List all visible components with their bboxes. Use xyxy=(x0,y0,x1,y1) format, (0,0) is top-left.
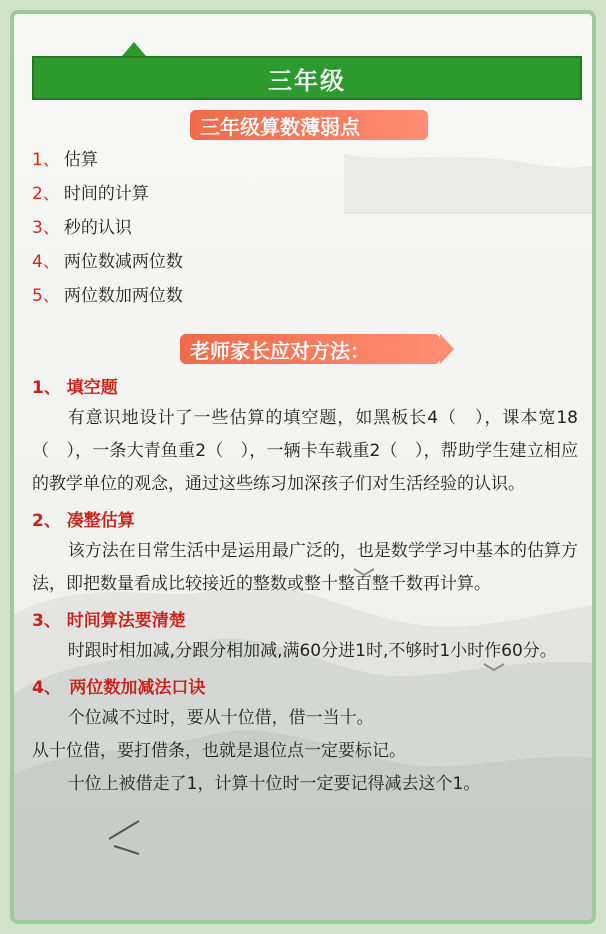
list-item xyxy=(32,208,572,242)
item-number: 2、 xyxy=(32,183,60,204)
section-body-fill-in: 有意识地设计了一些估算的填空题，如黑板长4（ ），课本宽18（ ），一条大青鱼重2（ ），一辆卡车载重2（ ），帮助学生建立相应的教学单位的观念，通过这些练习加深孩子们对生活经验的认识。 xyxy=(32,408,578,494)
methods-title: 老师家长应对方法： xyxy=(180,334,440,364)
item-number: 4、 xyxy=(32,251,60,272)
list-item xyxy=(32,242,572,276)
section-heading-rounding: 2、 凑整估算 xyxy=(32,510,135,531)
list-item xyxy=(32,276,572,310)
item-number: 3、 xyxy=(32,217,60,238)
grade-header xyxy=(32,56,582,100)
item-text: 估算 xyxy=(63,149,98,170)
section-heading-fill-in: 1、 填空题 xyxy=(32,377,118,398)
page-title: 三年级 xyxy=(268,66,346,95)
mnemonic-line-2: 从十位借，要打借条，也就是退位点一定要标记。 xyxy=(32,741,406,761)
item-text: 时间的计算 xyxy=(63,183,149,204)
section-heading-mnemonic: 4、 两位数加减法口诀 xyxy=(32,677,206,698)
weak-points-list xyxy=(32,140,572,310)
item-number: 5、 xyxy=(32,285,60,306)
item-text: 两位数加两位数 xyxy=(63,285,183,306)
section-body-rounding: 该方法在日常生活中是运用最广泛的，也是数学学习中基本的估算方法，即把数量看成比较接近的整数或整十整百整千数再计算。 xyxy=(32,541,578,594)
header-tab-notch xyxy=(122,42,146,56)
page-frame xyxy=(10,10,596,924)
section-heading-time: 3、 时间算法要清楚 xyxy=(32,610,186,631)
item-text: 秒的认识 xyxy=(63,217,132,238)
list-item xyxy=(32,140,572,174)
weak-points-title: 三年级算数薄弱点 xyxy=(190,110,428,140)
section-body-time: 时跟时相加减,分跟分相加减,满60分进1时,不够时1小时作60分。 xyxy=(67,641,557,661)
item-text: 两位数减两位数 xyxy=(63,251,183,272)
item-number: 1、 xyxy=(32,149,60,170)
list-item xyxy=(32,174,572,208)
methods-content xyxy=(32,368,578,801)
mnemonic-line-3: 十位上被借走了1，计算十位时一定要记得减去这个1。 xyxy=(67,774,481,794)
mnemonic-line-1: 个位减不过时，要从十位借，借一当十。 xyxy=(67,708,374,728)
